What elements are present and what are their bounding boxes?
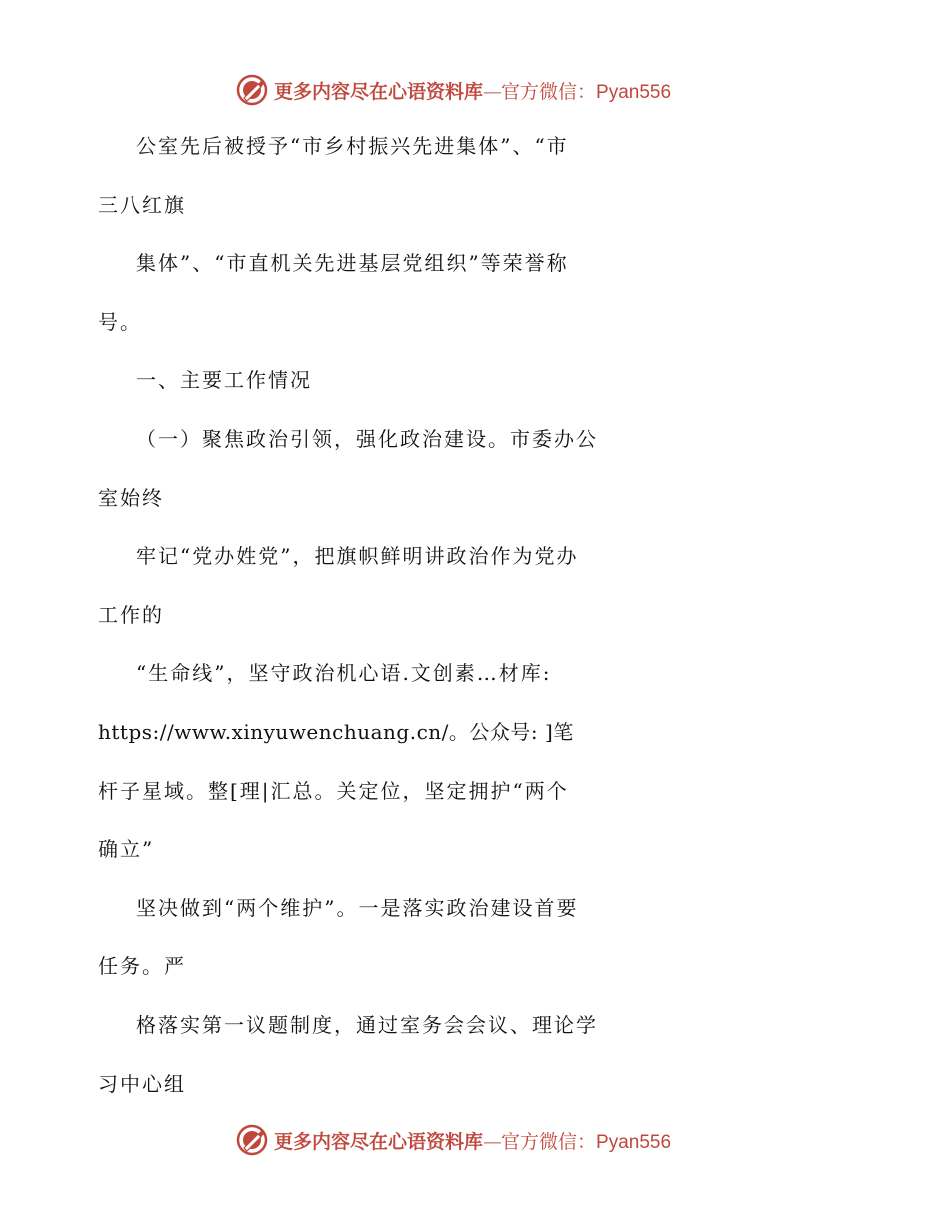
watermark-wechat-id: Pyan556 xyxy=(596,1131,672,1153)
text-line: 工作的 xyxy=(98,602,164,627)
text-line: 杆子星域。整[理|汇总。关定位，坚定拥护“两个 xyxy=(98,778,569,803)
text-line-url: https://www.xinyuwenchuang.cn/。公众号: ]笔 xyxy=(98,719,574,744)
text-line: 集体”、“市直机关先进基层党组织”等荣誉称 xyxy=(136,251,569,276)
watermark-banner-top xyxy=(236,72,671,108)
pen-logo-icon xyxy=(236,1124,268,1156)
text-line: 确立” xyxy=(98,837,155,862)
text-line: （一）聚焦政治引领，强化政治建设。市委办公 xyxy=(136,426,598,451)
watermark-site-text: 更多内容尽在心语资料库 xyxy=(274,1130,484,1153)
text-line: 公室先后被授予“市乡村振兴先进集体”、“市 xyxy=(136,134,569,158)
text-line: 号。 xyxy=(98,309,142,334)
watermark-banner-bottom xyxy=(236,1122,671,1158)
document-body xyxy=(98,117,858,1113)
watermark-wechat-label: 官方微信： xyxy=(501,1130,597,1153)
text-line: 任务。严 xyxy=(98,954,186,979)
text-line: “生命线”，坚守政治机心语.文创素…材库: xyxy=(136,661,552,686)
watermark-separator: — xyxy=(483,80,502,103)
watermark-site-text: 更多内容尽在心语资料库 xyxy=(274,80,484,103)
text-line: 习中心组 xyxy=(98,1071,186,1096)
watermark-wechat-label: 官方微信： xyxy=(501,80,597,103)
text-line: 室始终 xyxy=(98,485,164,510)
text-line: 坚决做到“两个维护”。一是落实政治建设首要 xyxy=(136,895,579,920)
watermark-separator: — xyxy=(483,1130,502,1153)
watermark-wechat-id: Pyan556 xyxy=(596,81,672,103)
section-heading: 一、主要工作情况 xyxy=(136,368,312,393)
text-line: 格落实第一议题制度，通过室务会会议、理论学 xyxy=(136,1012,598,1037)
pen-logo-icon xyxy=(236,74,268,106)
text-line: 牢记“党办姓党”，把旗帜鲜明讲政治作为党办 xyxy=(136,544,579,569)
text-line: 三八红旗 xyxy=(98,192,186,217)
